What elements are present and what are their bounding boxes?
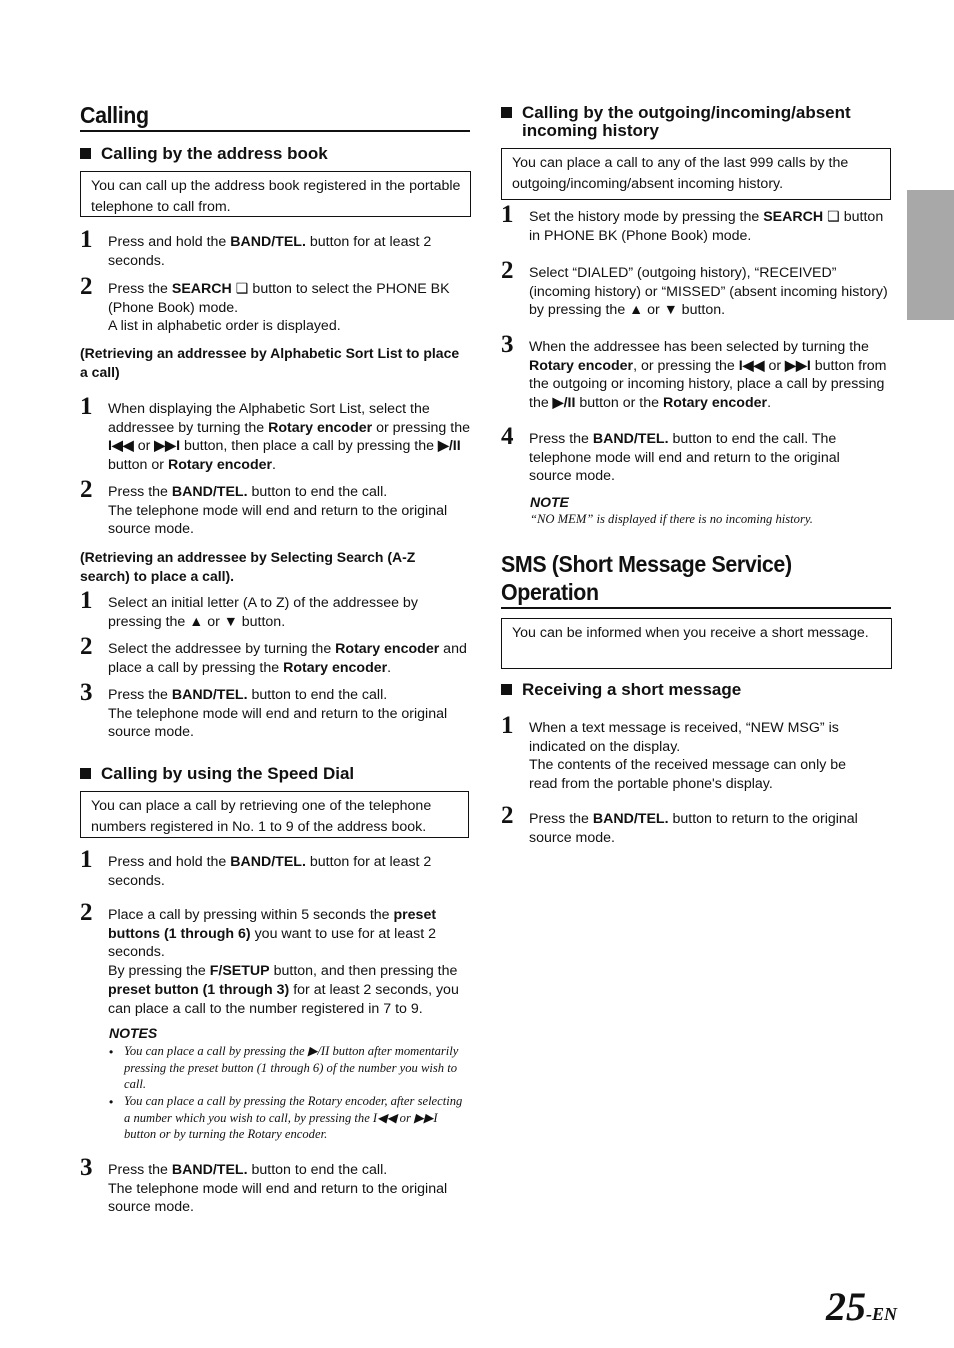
section-title-calling: Calling: [80, 102, 149, 128]
side-tab-marker: [907, 190, 954, 320]
next-icon: ▶▶I: [785, 357, 811, 374]
info-box-address-book: You can call up the address book registered in the portable telephone to call from.: [80, 171, 471, 217]
step-number: 2: [80, 273, 93, 300]
step-text: Press the BAND/TEL. button to return to the original source mode.: [529, 811, 858, 846]
step-number: 1: [80, 226, 93, 253]
note-item: You can place a call by pressing the Rotary encoder, after selecting a number which you wish to call, by pressing the I◀◀ or ▶▶I button or by turning the Rotary encoder.: [124, 1094, 463, 1142]
step-number: 1: [501, 201, 514, 228]
step-number: 1: [80, 393, 93, 420]
note-label: NOTE: [530, 494, 569, 510]
info-box-sms: You can be informed when you receive a short message.: [501, 618, 892, 669]
heading-speed-dial: Calling by using the Speed Dial: [80, 765, 470, 785]
prev-icon: I◀◀: [108, 438, 134, 455]
heading-address-book: Calling by the address book: [80, 145, 470, 165]
step-text: Press and hold the BAND/TEL. button for at least 2 seconds.: [108, 854, 432, 889]
note-item: “NO MEM” is displayed if there is no incoming history.: [530, 512, 813, 526]
square-bullet-icon: [501, 107, 512, 118]
step-text: Set the history mode by pressing the SEARCH ❑ button in PHONE BK (Phone Book) mode.: [529, 209, 884, 244]
next-icon: ▶▶I: [154, 438, 181, 455]
bullet-icon: •: [109, 1045, 114, 1059]
square-bullet-icon: [80, 148, 91, 159]
info-box-speed-dial: You can place a call by retrieving one of the telephone numbers registered in No. 1 to 9 of the address book.: [80, 791, 469, 838]
step-text: Press the BAND/TEL. button to end the call. The telephone mode will end and return to the original source mode.: [108, 484, 448, 538]
step-number: 2: [501, 257, 514, 284]
page-number: 25-EN: [826, 1284, 897, 1329]
step-number: 4: [501, 423, 514, 450]
step-text: Place a call by pressing within 5 seconds the preset buttons (1 through 6) you want to use for at least 2 seconds. By pressing the F/SETUP button, and then pressing the preset button (1 through 3) for at least 2 seconds, you can place a call to the number registered in 7 to 9.: [108, 907, 459, 1017]
step-number: 2: [80, 476, 93, 503]
note-item: You can place a call by pressing the ▶/II button after momentarily pressing the preset button (1 through 6) of the number you wish to call.: [124, 1044, 459, 1092]
step-text: Press and hold the BAND/TEL. button for at least 2 seconds.: [108, 234, 432, 269]
square-bullet-icon: [501, 684, 512, 695]
info-box-history: You can place a call to any of the last 999 calls by the outgoing/incoming/absent incoming history.: [501, 148, 891, 200]
step-text: When the addressee has been selected by turning the Rotary encoder, or pressing the I◀◀ or ▶▶I button from the outgoing or incoming history, place a call by pressing the ▶/II button or the Rotary encoder.: [529, 339, 887, 412]
heading-history: Calling by the outgoing/incoming/absent incoming history: [501, 104, 891, 142]
step-text: When displaying the Alphabetic Sort List, select the addressee by turning the Rotary encoder or pressing the I◀◀ or ▶▶I button, then place a call by pressing the ▶/II button or Rotary encoder.: [108, 401, 470, 474]
step-text: Select an initial letter (A to Z) of the addressee by pressing the ▲ or ▼ button.: [108, 595, 418, 630]
square-bullet-icon: [80, 768, 91, 779]
sub-heading-search: (Retrieving an addressee by Selecting Search (A-Z search) to place a call).: [80, 549, 416, 584]
step-text: When a text message is received, “NEW MSG” is indicated on the display. The contents of the received message can only be read from the portable phone's display.: [529, 720, 847, 793]
search-icon: ❑: [235, 281, 249, 297]
section-title-sms: SMS (Short Message Service) Operation: [501, 551, 792, 605]
notes-label: NOTES: [109, 1025, 158, 1041]
play-pause-icon: ▶/II: [552, 395, 576, 412]
title-rule: [501, 607, 891, 609]
step-text: Press the BAND/TEL. button to end the call. The telephone mode will end and return to the original source mode.: [108, 1162, 448, 1216]
prev-icon: I◀◀: [738, 357, 765, 374]
step-text: Press the SEARCH ❑ button to select the PHONE BK (Phone Book) mode. A list in alphabetic order is displayed.: [108, 281, 450, 335]
step-number: 1: [80, 587, 93, 614]
step-number: 2: [501, 802, 514, 829]
bullet-icon: •: [109, 1095, 114, 1109]
step-number: 1: [501, 712, 514, 739]
title-rule: [80, 130, 470, 132]
heading-receiving: Receiving a short message: [501, 681, 891, 701]
search-icon: ❑: [827, 209, 840, 225]
step-text: Select “DIALED” (outgoing history), “RECEIVED” (incoming history) or “MISSED” (absent incoming history) by pressing the ▲ or ▼ button.: [529, 265, 888, 319]
step-number: 3: [80, 679, 93, 706]
step-number: 1: [80, 846, 93, 873]
sub-heading-alphabetic: (Retrieving an addressee by Alphabetic Sort List to place a call): [80, 345, 460, 380]
step-number: 3: [80, 1154, 93, 1181]
step-text: Select the addressee by turning the Rotary encoder and place a call by pressing the Rotary encoder.: [108, 641, 467, 676]
step-number: 3: [501, 331, 514, 358]
step-number: 2: [80, 633, 93, 660]
step-text: Press the BAND/TEL. button to end the call. The telephone mode will end and return to the original source mode.: [529, 431, 840, 485]
step-text: Press the BAND/TEL. button to end the call. The telephone mode will end and return to the original source mode.: [108, 687, 448, 741]
step-number: 2: [80, 899, 93, 926]
play-pause-icon: ▶/II: [437, 438, 461, 455]
